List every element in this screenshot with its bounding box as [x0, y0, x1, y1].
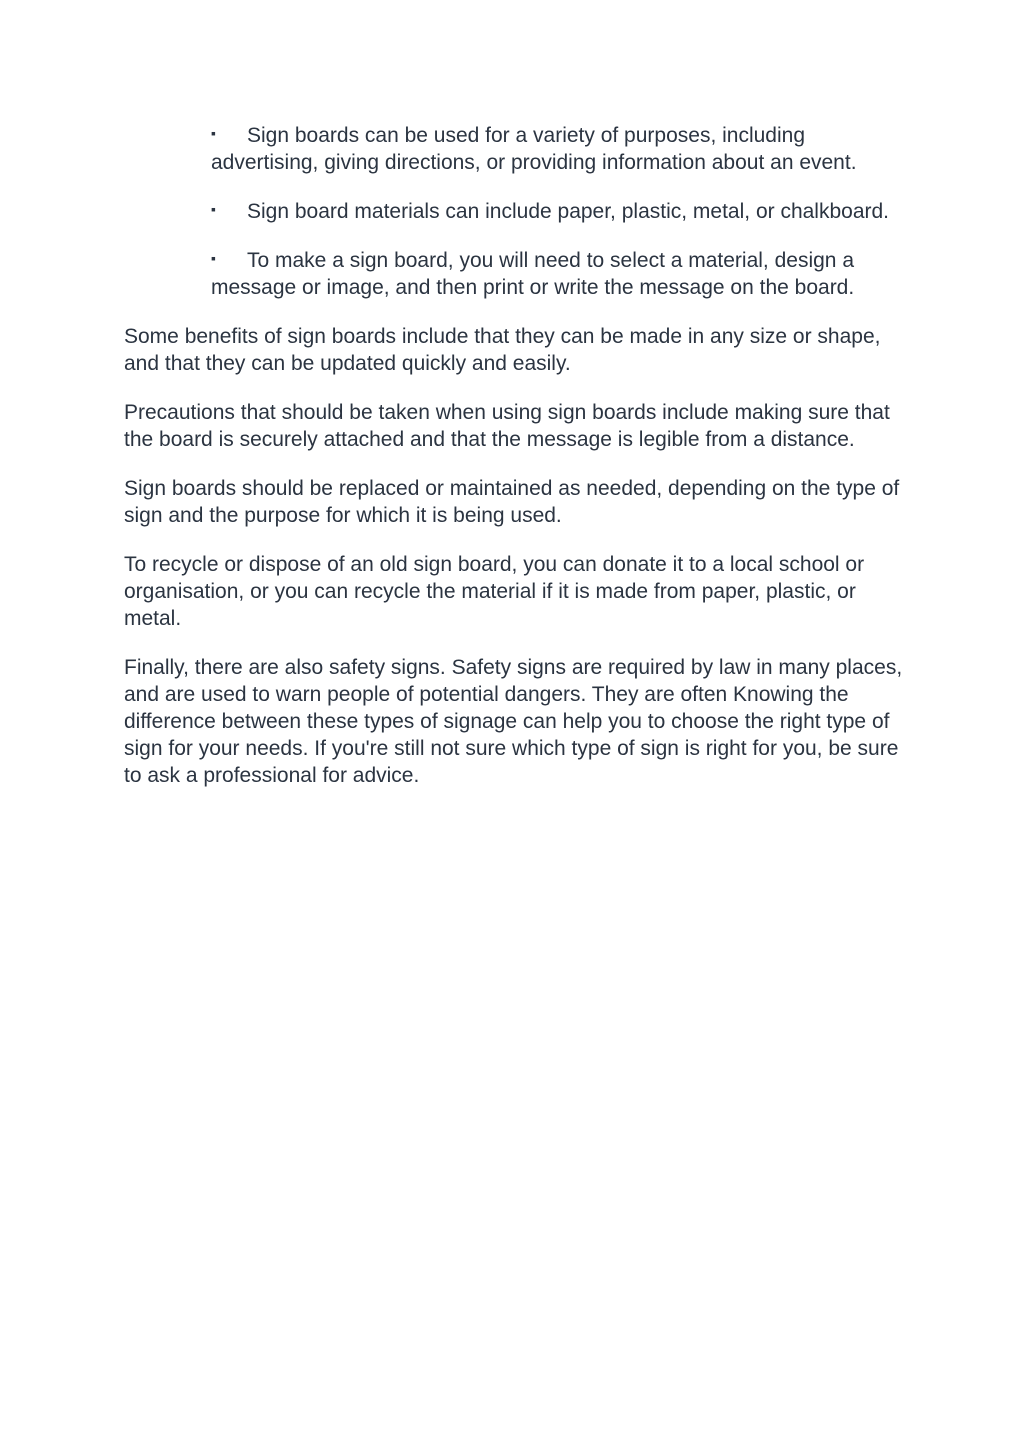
bullet-list	[124, 122, 904, 301]
document-body	[124, 122, 904, 811]
bullet-item-how-to-make	[211, 247, 904, 301]
paragraph-maintenance: Sign boards should be replaced or maintained as needed, depending on the type of sign and the purpose for which it is being used.	[124, 477, 900, 527]
paragraph-precautions: Precautions that should be taken when using sign boards include making sure that the board is securely attached and that the message is legible from a distance.	[124, 401, 890, 451]
paragraph-safety-signs: Finally, there are also safety signs. Safety signs are required by law in many places, and are used to warn people of potential dangers. They are often Knowing the difference between these types of signage can help you to choose the right type of sign for your needs. If you're still not sure which type of sign is right for you, be sure to ask a professional for advice.	[124, 656, 903, 787]
paragraph-benefits: Some benefits of sign boards include that they can be made in any size or shape, and that they can be updated quickly and easily.	[124, 325, 881, 375]
square-bullet-icon: ▪	[211, 125, 216, 141]
square-bullet-icon: ▪	[211, 250, 216, 266]
bullet-text: Sign boards can be used for a variety of purposes, including advertising, giving directions, or providing information about an event.	[211, 124, 857, 174]
bullet-text: Sign board materials can include paper, plastic, metal, or chalkboard.	[247, 200, 890, 223]
bullet-text: To make a sign board, you will need to select a material, design a message or image, and then print or write the message on the board.	[211, 249, 855, 299]
square-bullet-icon: ▪	[211, 201, 216, 217]
paragraph-recycling: To recycle or dispose of an old sign board, you can donate it to a local school or organisation, or you can recycle the material if it is made from paper, plastic, or metal.	[124, 553, 865, 630]
bullet-item-purposes	[211, 122, 904, 176]
bullet-item-materials	[211, 198, 904, 225]
